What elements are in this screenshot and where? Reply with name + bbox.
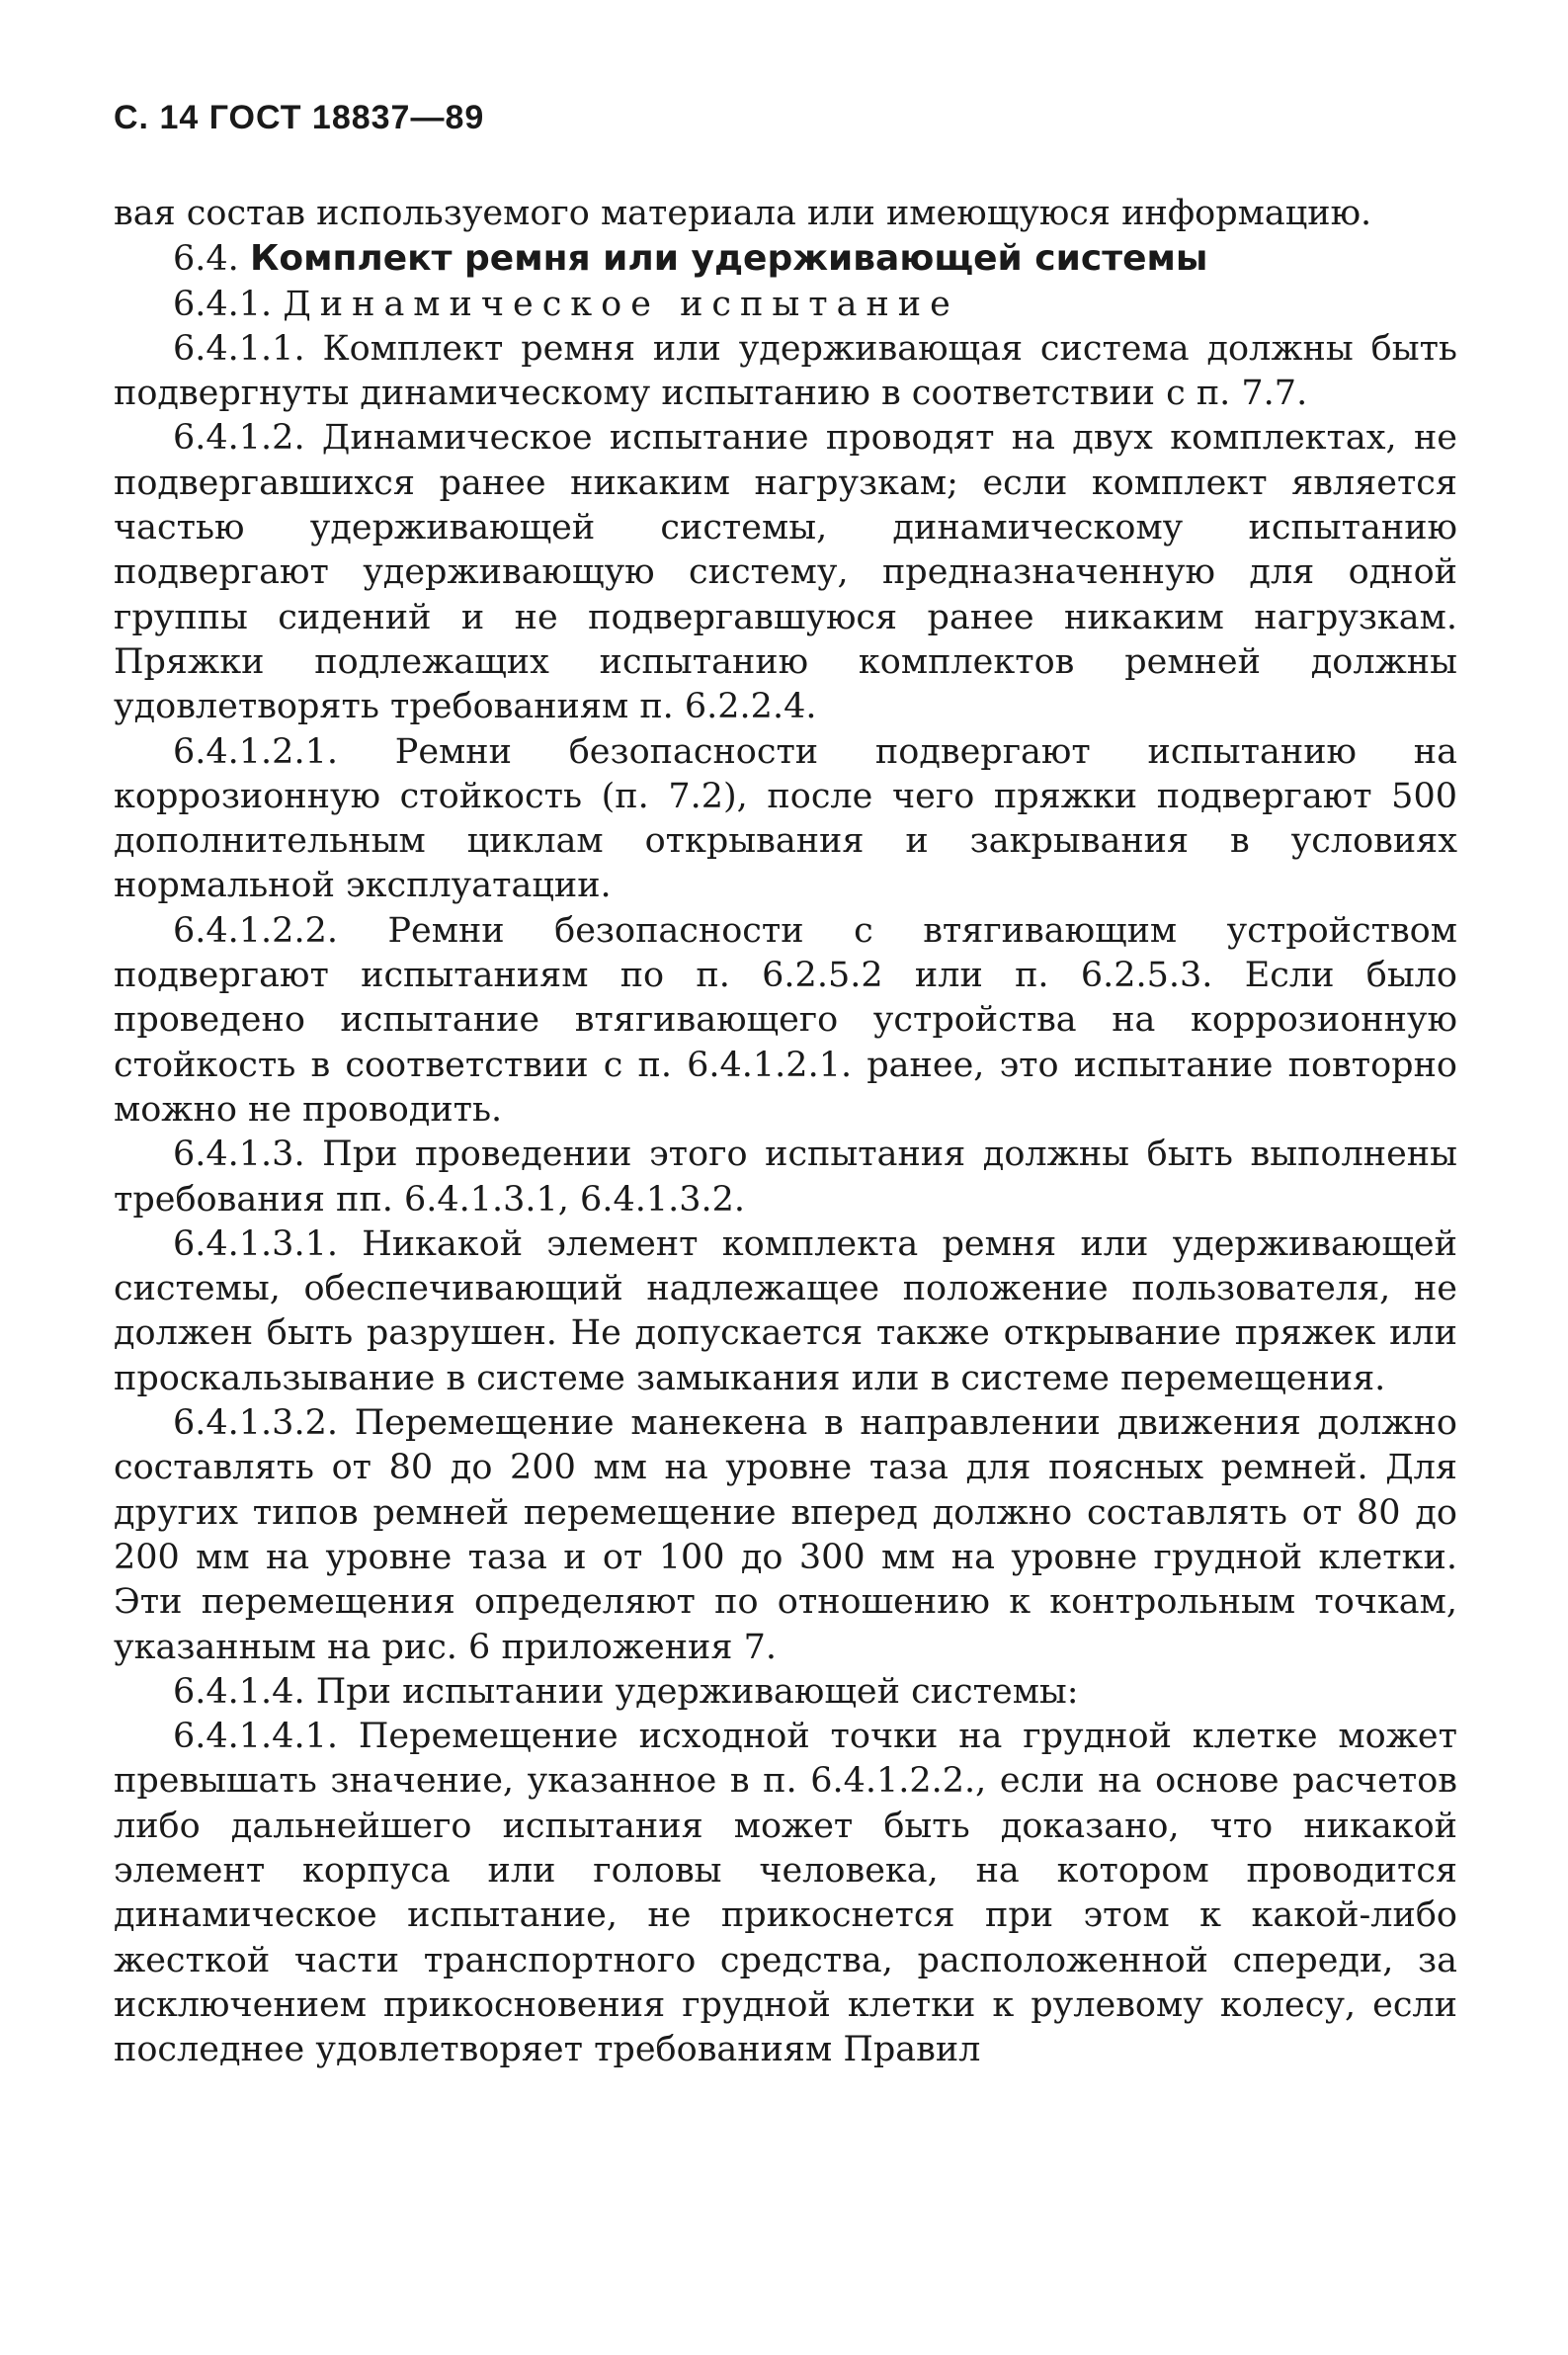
paragraph-number: 6.4.1.2. [173, 418, 305, 459]
paragraph-6-4-1-3 [114, 1133, 1457, 1222]
section-heading-6-4 [114, 236, 1457, 282]
section-heading-6-4-1 [114, 283, 1457, 327]
paragraph-text: Динамическое испытание проводят на двух комплектах, не подвергавшихся ранее никаким нагрузкам; если комплект является частью удерживающей системы, динамическому испытанию подвергают удерживающую систему, предназначенную для одной группы сидений и не подвергавшуюся ранее никаким нагрузкам. Пряжки подлежащих испытанию комплектов ремней должны удовлетворять требованиям п. 6.2.2.4. [114, 418, 1457, 727]
paragraph-continuation [114, 192, 1457, 236]
paragraph-6-4-1-1 [114, 327, 1457, 417]
paragraph-number: 6.4.1.3.1. [173, 1223, 338, 1264]
paragraph-number: 6.4.1.3. [173, 1135, 305, 1175]
paragraph-text: Перемещение исходной точки на грудной клетке может превышать значение, указанное в п. 6.4.1.2.2., если на основе расчетов либо дальнейшего испытания может быть доказано, что никакой элемент корпуса или головы человека, на котором проводится динамическое испытание, не прикоснется при этом к какой-либо жесткой части транспортного средства, расположенной спереди, за исключением прикосновения грудной клетки к рулевому колесу, если последнее удовлетворяет требованиям Правил [114, 1717, 1457, 2070]
page-running-head: С. 14 ГОСТ 18837—89 [114, 99, 485, 136]
paragraph-text: При испытании удерживающей системы: [315, 1671, 1079, 1712]
paragraph-number: 6.4.1.3.2. [173, 1403, 338, 1444]
paragraph-number: 6.4.1.4. [173, 1671, 305, 1712]
section-title: Комплект ремня или удерживающей системы [249, 238, 1208, 280]
section-number: 6.4.1. [173, 284, 273, 324]
paragraph-6-4-1-2-2 [114, 909, 1457, 1133]
paragraph-6-4-1-2 [114, 416, 1457, 729]
paragraph-6-4-1-2-1 [114, 730, 1457, 909]
paragraph-number: 6.4.1.4.1. [173, 1717, 338, 1757]
paragraph-text: Никакой элемент комплекта ремня или удерживающей системы, обеспечивающий надлежащее положение пользователя, не должен быть разрушен. Не допускается также открывание пряжек или проскальзывание в системе замыкания или в системе перемещения. [114, 1223, 1457, 1398]
paragraph-6-4-1-3-2 [114, 1401, 1457, 1670]
paragraph-text: При проведении этого испытания должны быть выполнены требования пп. 6.4.1.3.1, 6.4.1.3.2. [114, 1135, 1457, 1220]
section-number: 6.4. [173, 239, 239, 280]
paragraph-6-4-1-4-1 [114, 1715, 1457, 2072]
section-title: Динамическое испытание [283, 284, 959, 324]
paragraph-text: Перемещение манекена в направлении движения должно составлять от 80 до 200 мм на уровне таза для поясных ремней. Для других типов ремней перемещение вперед должно составлять от 80 до 200 мм на уровне таза и от 100 до 300 мм на уровне грудной клетки. Эти перемещения определяют по отношению к контрольным точкам, указанным на рис. 6 приложения 7. [114, 1403, 1457, 1667]
paragraph-text: Комплект ремня или удерживающая система должны быть подвергнуты динамическому испытанию в соответствии с п. 7.7. [114, 328, 1457, 414]
paragraph-number: 6.4.1.2.1. [173, 731, 338, 772]
paragraph-6-4-1-4 [114, 1670, 1457, 1715]
paragraph-number: 6.4.1.1. [173, 328, 305, 369]
paragraph-6-4-1-3-1 [114, 1222, 1457, 1401]
paragraph-text: Ремни безопасности с втягивающим устройством подвергают испытаниям по п. 6.2.5.2 или п. 6.2.5.3. Если было проведено испытание втягивающего устройства на коррозионную стойкость в соответствии с п. 6.4.1.2.1. ранее, это испытание повторно можно не проводить. [114, 910, 1457, 1130]
paragraph-number: 6.4.1.2.2. [173, 910, 338, 951]
paragraph-text: вая состав используемого материала или имеющуюся информацию. [114, 194, 1372, 233]
paragraph-text: Ремни безопасности подвергают испытанию на коррозионную стойкость (п. 7.2), после чего пряжки подвергают 500 дополнительным циклам открывания и закрывания в условиях нормальной эксплуатации. [114, 731, 1457, 906]
document-body [114, 192, 1457, 2072]
